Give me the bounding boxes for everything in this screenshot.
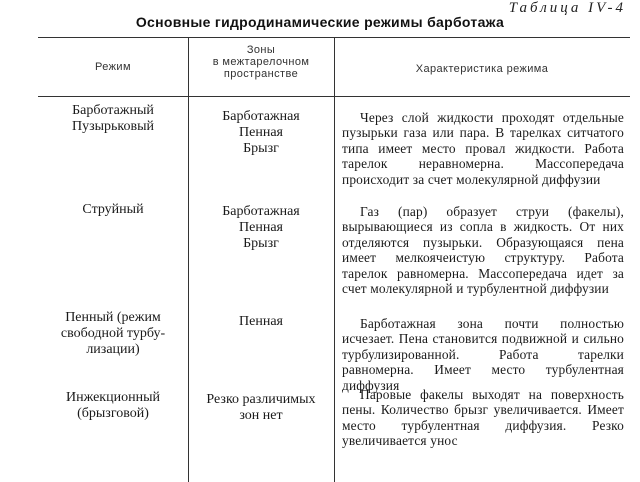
row-1-zones: Барботажная Пенная Брызг — [222, 109, 300, 156]
row-2-zones: Барботажная Пенная Брызг — [222, 204, 300, 251]
row-1-mode: Барботажный Пузырьковый — [71, 103, 155, 134]
header-zones: Зоны в межтарелочном пространстве — [212, 44, 310, 80]
row-4-zones: Резко различимых зон нет — [206, 392, 316, 423]
row-4-description: Паровые факелы выходят на поверхность пены. Количество брызг увеличивается. Имеет место турбулентная диффузия. Резко увеличивается унос — [342, 387, 624, 449]
row-1-description: Через слой жидкости проходят отдельные пузырьки газа или пара. В тарелках ситчатого типа имеет место провал жидкости. Работа тарелок неравномерна. Массопередача происходит за счет молекулярной диффузии — [342, 110, 624, 187]
row-2-description: Газ (пар) образует струи (факелы), вырывающиеся из сопла в жидкость. От них отделяются пузырьки. Образующаяся пена имеет мелкоячеистую структуру. Работа тарелок равномерна. Массопередача идет за счет молекулярной и турбулентной диффузии — [342, 204, 624, 297]
row-3-description: Барботажная зона почти полностью исчезает. Пена становится подвижной и сильно турбулизированной. Работа тарелки равномерна. Имеет место турбулентная диффузия — [342, 316, 624, 393]
header-characteristic: Характеристика режима — [415, 63, 549, 75]
row-4-mode: Инжекционный (брызговой) — [66, 390, 160, 421]
table-title: Основные гидродинамические режимы барботажа — [135, 14, 505, 30]
table-number: Таблица IV-4 — [508, 0, 626, 16]
row-3-mode: Пенный (режим свободной турбу- лизации) — [60, 310, 166, 357]
header-mode: Режим — [95, 61, 131, 73]
row-2-mode: Струйный — [82, 202, 144, 217]
column-divider-2 — [334, 37, 335, 482]
row-3-zones: Пенная — [239, 314, 283, 329]
